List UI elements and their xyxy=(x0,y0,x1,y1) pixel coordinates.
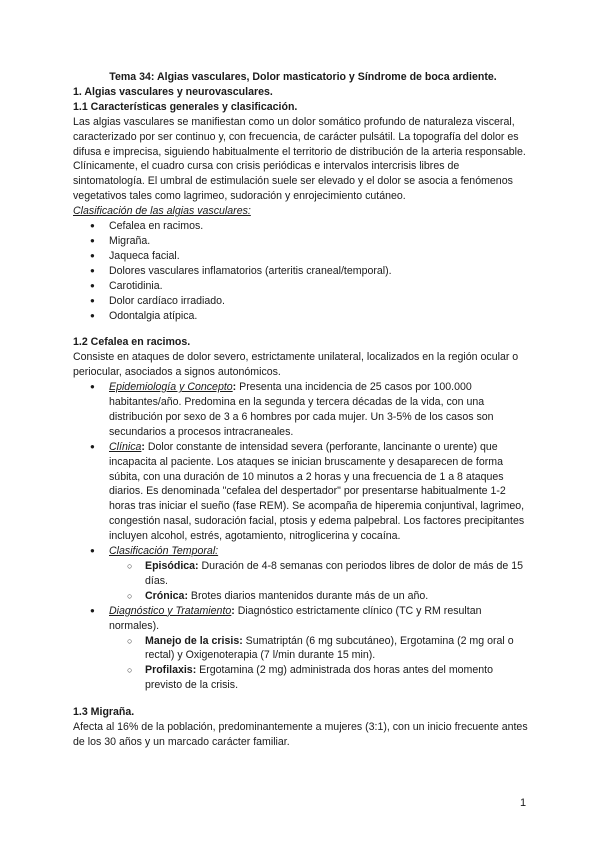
list-item: ● Carotidinia. xyxy=(73,279,533,294)
epidemiologia-text: Presenta una incidencia de 25 casos por 100.000 habitantes/año. Predomina en la segunda y tercera décadas de la vida, con una distribución por sexo de 3 a 6 hombres por cada mujer. Un 3-5% de los casos son secundarios a procesos intracraneales. xyxy=(109,381,494,438)
page-number: 1 xyxy=(520,797,527,809)
paragraph-general: Las algias vasculares se manifiestan como un dolor somático profundo de naturaleza visceral, caracterizado por ser continuo y, con frecuencia, de carácter pulsátil. La topografía del dolor es difusa e imprecisa, siguiendo habitualmente el territorio de distribución de la arteria responsable. Clínicamente, el cuadro cursa con crisis periódicas e intervalos intercrisis libres de sintomatología. El umbral de estimulación suele ser elevado y el dolor se asocia a fenómenos vegetativos tales como lagrimeo, sudoración y enrojecimiento cutáneo. xyxy=(73,115,526,203)
episodica-text: Duración de 4-8 semanas con periodos libres de dolor de más de 15 días. xyxy=(145,560,524,587)
paragraph-cefalea-intro: Consiste en ataques de dolor severo, estrictamente unilateral, localizados en la región ocular o periocular, asociados a signos autonómicos. xyxy=(73,351,519,379)
clasificacion-temporal-label: Clasificación Temporal: xyxy=(109,545,219,558)
list-item-clinica: ● Clínica: Dolor constante de intensidad severa (perforante, lancinante o urente) que incapacita al paciente. Los ataques se inician bruscamente y desaparecen de forma súbita, con una duración de 10 minutos a 2 horas y una frecuencia de 1 a 8 ataques diarios. Es denominada "cefalea del despertador" por presentarse habitualmente 1-2 horas tras iniciar el sueño (fase REM). Se acompaña de hiperemia conjuntival, lagrimeo, congestión nasal, sudoración facial, ptosis y edema palpebral. Los factores precipitantes incluyen alcohol, estrés, agotamiento, nitroglicerina y cocaína. xyxy=(73,440,533,544)
crisis-text: Sumatriptán (6 mg subcutáneo), Ergotamina (2 mg oral o rectal) y Oxigenoterapia (7 l/min durante 15 min). xyxy=(145,634,514,662)
section-heading-1: 1. Algias vasculares y neurovasculares. xyxy=(73,85,273,98)
document-body xyxy=(73,70,533,750)
sublist-item-crisis xyxy=(109,634,533,664)
list-item-epidemiologia: ● Epidemiología y Concepto: Presenta una incidencia de 25 casos por 100.000 habitantes/año. Predomina en la segunda y tercera décadas de la vida, con una distribución por sexo de 3 a 6 hombres por cada mujer. Un 3-5% de los casos son secundarios a procesos intracraneales. xyxy=(73,380,533,440)
sublist-item-episodica xyxy=(109,559,533,589)
epidemiologia-label: Epidemiología y Concepto xyxy=(109,381,233,394)
list-item: ● Cefalea en racimos. xyxy=(73,219,533,234)
crisis-label: Manejo de la crisis: xyxy=(145,634,243,647)
subsection-heading-1-1: 1.1 Características generales y clasificación. xyxy=(73,100,298,113)
tratamiento-sublist xyxy=(109,634,533,694)
cefalea-list xyxy=(73,380,533,693)
document-title: Tema 34: Algias vasculares, Dolor masticatorio y Síndrome de boca ardiente. xyxy=(109,71,497,83)
paragraph-migrana: Afecta al 16% de la población, predominantemente a mujeres (3:1), con un inicio frecuente antes de los 30 años y un marcado carácter familiar. xyxy=(73,721,528,748)
classification-label: Clasificación de las algias vasculares: xyxy=(73,205,251,218)
sublist-item-profilaxis xyxy=(109,663,533,693)
clinica-label: Clínica xyxy=(109,440,142,453)
subsection-heading-1-2: 1.2 Cefalea en racimos. xyxy=(73,336,191,349)
cronica-label: Crónica: xyxy=(145,589,188,602)
diagnostico-label: Diagnóstico y Tratamiento xyxy=(109,604,232,617)
list-item: ● Jaqueca facial. xyxy=(73,249,533,264)
temporal-sublist xyxy=(109,559,533,604)
profilaxis-text: Ergotamina (2 mg) administrada dos horas antes del momento previsto de la crisis. xyxy=(145,664,494,692)
sublist-item-cronica xyxy=(109,589,533,604)
list-item: ● Odontalgia atípica. xyxy=(73,309,533,324)
profilaxis-label: Profilaxis: xyxy=(145,664,197,677)
list-item: ● Migraña. xyxy=(73,234,533,249)
list-item-diagnostico: ● Diagnóstico y Tratamiento: Diagnóstico estrictamente clínico (TC y RM resultan normales). ○ Manejo de la crisis: Sumatriptán (6 mg subcutáneo), Ergotamina (2 mg oral o rectal) y Oxigenoterapia (7 l/min durante 15 min). ○ Profilaxis: Ergotamina (2 mg) administrada dos horas antes del momento previsto de la crisis. xyxy=(73,604,533,693)
list-item-clasificacion-temporal xyxy=(73,544,533,604)
classification-list xyxy=(73,219,533,323)
diagnostico-text: Diagnóstico estrictamente clínico (TC y RM resultan normales). xyxy=(109,604,482,632)
subsection-heading-1-3: 1.3 Migraña. xyxy=(73,706,135,719)
list-item: ● Dolores vasculares inflamatorios (arteritis craneal/temporal). xyxy=(73,264,533,279)
list-item: ● Dolor cardíaco irradiado. xyxy=(73,294,533,309)
clinica-text: Dolor constante de intensidad severa (perforante, lancinante o urente) que incapacita al paciente. Los ataques se inician bruscamente y desaparecen de forma súbita, con una duración de 10 minutos a 2 horas y una frecuencia de 1 a 8 ataques diarios. Es denominada "cefalea del despertador" por presentarse habitualmente 1-2 horas tras iniciar el sueño (fase REM). Se acompaña de hiperemia conjuntival, lagrimeo, congestión nasal, sudoración facial, ptosis y edema palpebral. Los factores precipitantes incluyen alcohol, estrés, agotamiento, nitroglicerina y cocaína. xyxy=(109,440,525,543)
cronica-text: Brotes diarios mantenidos durante más de un año. xyxy=(187,589,429,602)
episodica-label: Episódica: xyxy=(145,560,199,572)
